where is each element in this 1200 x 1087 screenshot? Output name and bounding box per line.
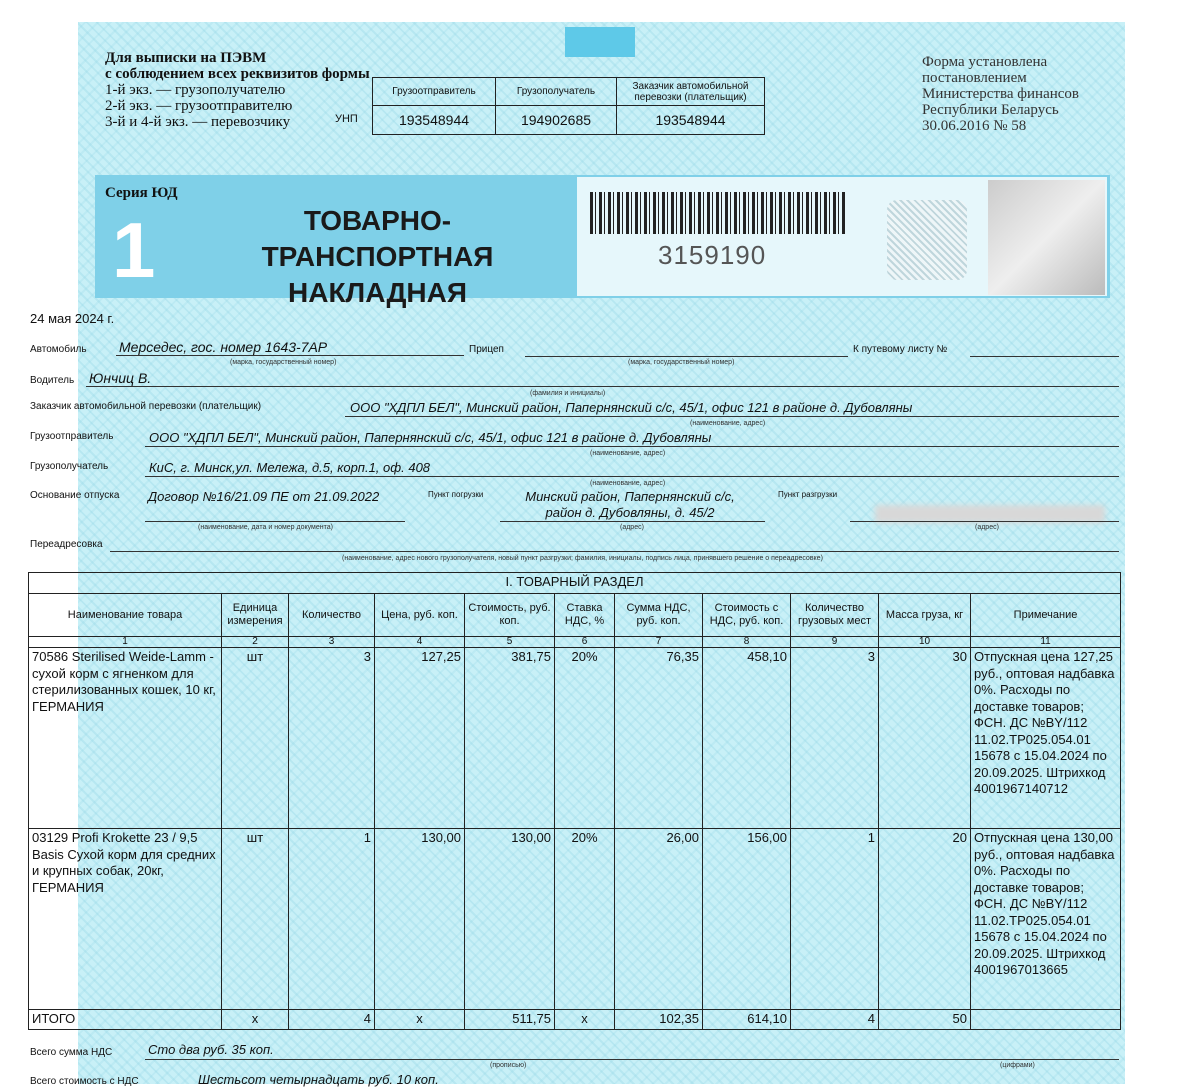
basis-line xyxy=(145,521,405,522)
basis-label: Основание отпуска xyxy=(30,490,120,501)
loading-line xyxy=(500,521,765,522)
total-label: ИТОГО xyxy=(29,1010,222,1030)
unp-label: УНП xyxy=(335,113,358,125)
trailer-label: Прицеп xyxy=(469,344,504,355)
vat-total-label: Всего сумма НДС xyxy=(30,1047,113,1058)
goods-table xyxy=(28,572,1121,1030)
basis-hint: (наименование, дата и номер документа) xyxy=(198,524,333,531)
column-header: Количество грузовых мест xyxy=(791,594,879,637)
approval-line: постановлением xyxy=(922,70,1027,86)
customer-label: Заказчик автомобильной перевозки (плательщик) xyxy=(30,401,262,412)
weight-cell: 30 xyxy=(879,648,971,829)
loading-value xyxy=(515,489,745,521)
table-header-row xyxy=(29,594,1121,637)
hologram-icon xyxy=(887,200,967,280)
trailer-hint: (марка, государственный номер) xyxy=(628,359,735,366)
total-cell: 614,10 xyxy=(703,1010,791,1030)
price-cell: 127,25 xyxy=(375,648,465,829)
car-value: Мерседес, гос. номер 1643-7АР xyxy=(119,339,328,355)
column-number: 5 xyxy=(465,637,555,648)
column-number: 3 xyxy=(289,637,375,648)
unp-header: Грузоотправитель xyxy=(373,78,496,106)
unp-header: Грузополучатель xyxy=(496,78,617,106)
column-number: 8 xyxy=(703,637,791,648)
column-header: Количество xyxy=(289,594,375,637)
shipper-label: Грузоотправитель xyxy=(30,431,114,442)
hologram-icon xyxy=(988,180,1105,295)
grand-total-value: Шестьсот четырнадцать руб. 10 коп. xyxy=(198,1072,439,1087)
grand-total-label: Всего стоимость с НДС xyxy=(30,1076,139,1087)
barcode-number: 3159190 xyxy=(658,240,767,270)
column-number-row xyxy=(29,637,1121,648)
customer-value: ООО "ХДПЛ БЕЛ", Минский район, Папернянский с/с, 45/1, офис 121 в районе д. Дубовляны xyxy=(350,400,913,415)
total-cell: 102,35 xyxy=(615,1010,703,1030)
column-number: 10 xyxy=(879,637,971,648)
vat-sum-cell: 76,35 xyxy=(615,648,703,829)
consignee-label: Грузополучатель xyxy=(30,461,109,472)
redirect-hint: (наименование, адрес нового грузополучателя, новый пункт разгрузки; фамилия, инициалы, подпись лица, принявшего решение о переадресовке) xyxy=(342,555,823,562)
price-cell: 130,00 xyxy=(375,829,465,1010)
redirect-line xyxy=(110,551,1119,552)
basis-value: Договор №16/21.09 ПЕ от 21.09.2022 xyxy=(148,489,380,504)
driver-hint: (фамилия и инициалы) xyxy=(530,390,606,397)
title-line: НАКЛАДНАЯ xyxy=(288,277,467,308)
series-label: Серия ЮД xyxy=(105,185,178,201)
column-header: Стоимость, руб. коп. xyxy=(465,594,555,637)
section-title: I. ТОВАРНЫЙ РАЗДЕЛ xyxy=(29,573,1121,594)
customer-hint: (наименование, адрес) xyxy=(690,420,766,427)
unp-header: Заказчик автомобильной перевозки (плательщик) xyxy=(617,78,764,106)
barcode-icon xyxy=(590,192,845,234)
loading-label: Пункт погрузки xyxy=(428,490,484,499)
form-approval-note xyxy=(922,54,1079,134)
unp-value: 194902685 xyxy=(496,106,617,134)
product-name: 70586 Sterilised Weide-Lamm - сухой корм с ягненком для стерилизованных кошек, 10 кг, ГЕРМАНИЯ xyxy=(29,648,222,829)
vat-sum-cell: 26,00 xyxy=(615,829,703,1010)
total-row xyxy=(29,1010,1121,1030)
copies-note xyxy=(105,50,370,130)
column-number: 1 xyxy=(29,637,222,648)
unp-value: 193548944 xyxy=(373,106,496,134)
shipper-value: ООО "ХДПЛ БЕЛ", Минский район, Папернянский с/с, 45/1, офис 121 в районе д. Дубовляны xyxy=(149,430,712,445)
column-number: 7 xyxy=(615,637,703,648)
column-number: 9 xyxy=(791,637,879,648)
title-line: ТОВАРНО-ТРАНСПОРТНАЯ xyxy=(261,205,494,272)
driver-line xyxy=(86,386,1119,387)
loading-hint: (адрес) xyxy=(620,524,644,531)
car-line xyxy=(116,355,464,356)
unp-value: 193548944 xyxy=(655,112,726,128)
column-number: 2 xyxy=(222,637,289,648)
driver-value: Юнчиц В. xyxy=(89,370,152,386)
column-header: Масса груза, кг xyxy=(879,594,971,637)
vat-rate-cell: 20% xyxy=(555,648,615,829)
column-header: Стоимость с НДС, руб. коп. xyxy=(703,594,791,637)
copy-note-line: 1-й экз. — грузополучателю xyxy=(105,82,286,98)
waybill-label: К путевому листу № xyxy=(853,344,948,355)
column-header: Ставка НДС, % xyxy=(555,594,615,637)
redirect-label: Переадресовка xyxy=(30,539,103,550)
customer-line xyxy=(345,416,1119,417)
quantity-cell: 1 xyxy=(289,829,375,1010)
car-hint: (марка, государственный номер) xyxy=(230,359,337,366)
packages-cell: 3 xyxy=(791,648,879,829)
column-header: Примечание xyxy=(971,594,1121,637)
loading-value-line: район д. Дубовляны, д. 45/2 xyxy=(545,505,715,520)
product-name: 03129 Profi Krokette 23 / 9,5 Basis Сухой корм для средних и крупных собак, 20кг, ГЕРМАНИЯ xyxy=(29,829,222,1010)
vat-hint-digits: (цифрами) xyxy=(1000,1062,1035,1069)
column-number: 11 xyxy=(971,637,1121,648)
vat-hint-words: (прописью) xyxy=(490,1062,527,1069)
approval-line: Министерства финансов xyxy=(922,86,1079,102)
total-cell: 4 xyxy=(289,1010,375,1030)
total-cell: 4 xyxy=(791,1010,879,1030)
note-cell: Отпускная цена 130,00 руб., оптовая надбавка 0%. Расходы по доставке товаров; ФСН. ДС №BY/112 11.02.ТР025.054.01 15678 с 15.04.2024 по 20.09.2025. Штрихкод 4001967013665 xyxy=(971,829,1121,1010)
consignee-hint: (наименование, адрес) xyxy=(590,480,666,487)
copy-number: 1 xyxy=(112,206,156,294)
total-cell: х xyxy=(222,1010,289,1030)
column-number: 6 xyxy=(555,637,615,648)
trailer-line xyxy=(525,356,848,357)
total-cell: 50 xyxy=(879,1010,971,1030)
total-cell: х xyxy=(375,1010,465,1030)
vat-rate-cell: 20% xyxy=(555,829,615,1010)
column-header: Цена, руб. коп. xyxy=(375,594,465,637)
approval-line: Форма установлена xyxy=(922,54,1048,70)
unloading-line xyxy=(850,521,1119,522)
document-date: 24 мая 2024 г. xyxy=(30,311,115,326)
copy-note-line: 2-й экз. — грузоотправителю xyxy=(105,98,293,114)
consignee-value: КиС, г. Минск,ул. Мележа, д.5, корп.1, оф. 408 xyxy=(149,460,431,475)
vat-total-line xyxy=(145,1059,1119,1060)
driver-label: Водитель xyxy=(30,375,75,386)
total-cost-cell: 458,10 xyxy=(703,648,791,829)
copy-note-line: 3-й и 4-й экз. — перевозчику xyxy=(105,114,291,130)
column-number: 4 xyxy=(375,637,465,648)
note-cell: Отпускная цена 127,25 руб., оптовая надбавка 0%. Расходы по доставке товаров; ФСН. ДС №BY/112 11.02.ТР025.054.01 15678 с 15.04.2024 по 20.09.2025. Штрихкод 4001967140712 xyxy=(971,648,1121,829)
total-cell: 511,75 xyxy=(465,1010,555,1030)
quantity-cell: 3 xyxy=(289,648,375,829)
unloading-hint: (адрес) xyxy=(975,524,999,531)
shipper-hint: (наименование, адрес) xyxy=(590,450,666,457)
table-row xyxy=(29,648,1121,829)
loading-value-line: Минский район, Папернянский с/с, xyxy=(525,489,735,504)
unit-cell: шт xyxy=(222,829,289,1010)
approval-line: 30.06.2016 № 58 xyxy=(922,118,1027,134)
unloading-label: Пункт разгрузки xyxy=(778,490,838,499)
approval-line: Республики Беларусь xyxy=(922,102,1059,118)
cost-cell: 130,00 xyxy=(465,829,555,1010)
column-header: Наименование товара xyxy=(29,594,222,637)
total-cell: х xyxy=(555,1010,615,1030)
column-header: Единица измерения xyxy=(222,594,289,637)
waybill-line xyxy=(970,356,1119,357)
vat-total-value: Сто два руб. 35 коп. xyxy=(148,1042,274,1057)
tape-strip xyxy=(565,27,635,57)
document-title xyxy=(190,203,565,311)
weight-cell: 20 xyxy=(879,829,971,1010)
cost-cell: 381,75 xyxy=(465,648,555,829)
unit-cell: шт xyxy=(222,648,289,829)
table-row xyxy=(29,829,1121,1010)
unp-box xyxy=(372,77,765,135)
column-header: Сумма НДС, руб. коп. xyxy=(615,594,703,637)
consignee-line xyxy=(145,476,1119,477)
packages-cell: 1 xyxy=(791,829,879,1010)
total-cell xyxy=(971,1010,1121,1030)
print-note-line: Для выписки на ПЭВМ xyxy=(105,50,267,66)
total-cost-cell: 156,00 xyxy=(703,829,791,1010)
print-note-line: с соблюдением всех реквизитов формы xyxy=(105,66,370,82)
car-label: Автомобиль xyxy=(30,344,87,355)
shipper-line xyxy=(145,446,1119,447)
